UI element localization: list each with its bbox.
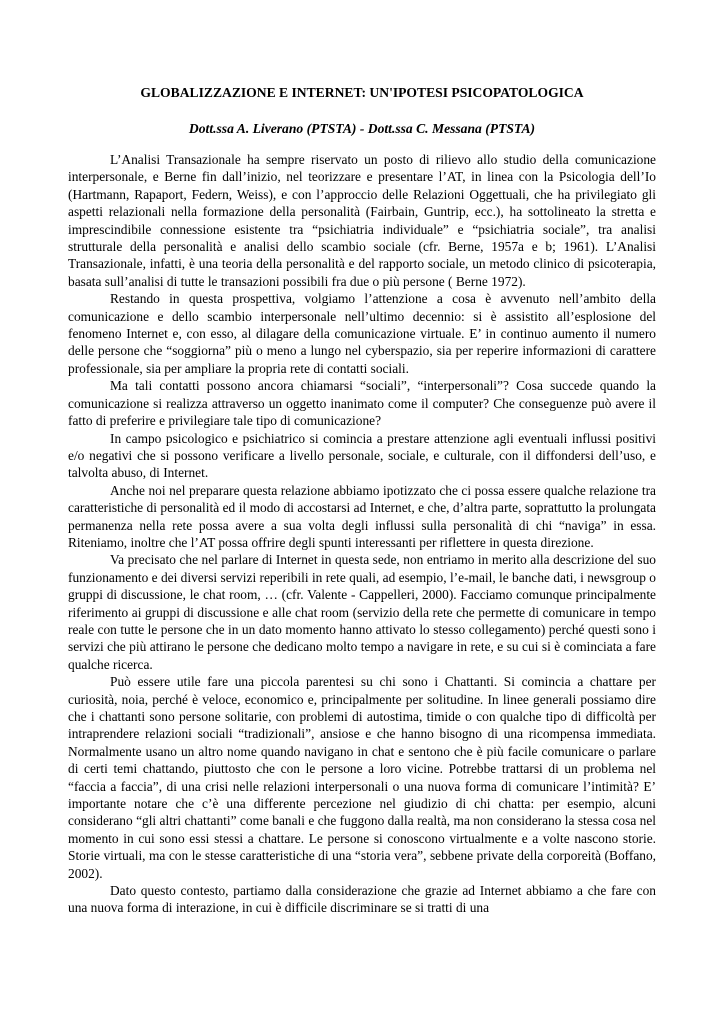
paragraph-8: Dato questo contesto, partiamo dalla considerazione che grazie ad Internet abbiamo a che fare con una nuova forma di interazione, in cui è difficile discriminare se si tratti di una	[68, 883, 656, 916]
document-title: GLOBALIZZAZIONE E INTERNET: UN'IPOTESI PSICOPATOLOGICA	[140, 85, 584, 100]
paragraph-3: Ma tali contatti possono ancora chiamarsi “sociali”, “interpersonali”? Cosa succede quando la comunicazione si realizza attraverso un oggetto inanimato come il computer? Che conseguenze può avere il fatto di preferire e privilegiare tale tipo di comunicazione?	[68, 378, 656, 429]
paragraph-5: Anche noi nel preparare questa relazione abbiamo ipotizzato che ci possa essere qualche relazione tra caratteristiche di personalità ed il modo di accostarsi ad Internet, e che, d’altra parte, soprattutto la prolungata permanenza nella rete possa avere a sua volta degli influssi sulla personalità di chi “naviga” in essa. Riteniamo, inoltre che l’AT possa offrire degli spunti interessanti per riflettere in questa direzione.	[68, 482, 656, 550]
paragraph-7: Può essere utile fare una piccola parentesi su chi sono i Chattanti. Si comincia a chattare per curiosità, noia, perché è veloce, economico e, principalmente per solitudine. In linee generali possiamo dire che i chattanti sono persone solitarie, con problemi di autostima, timide o con qualche tipo di difficoltà per intraprendere relazioni sociali “tradizionali”, ansiose e che hanno bisogno di una ricompensa immediata. Normalmente usano un altro nome quando navigano in chat e sentono che è più facile comunicare o parlare di certi temi chattando, piuttosto che con le persone a loro vicine. Potrebbe trattarsi di un problema nel “faccia a faccia”, di una crisi nelle relazioni interpersonali o una nuova forma di comunicare l’intimità? E’ importante notare che c’è una differente percezione nel giudizio di chi chatta: per esempio, alcuni considerano “gli altri chattanti” come banali e che fuggono dalla realtà, ma non considerano la stessa cosa nel momento in cui sono essi stessi a chattare. Le persone si conoscono virtualmente e a volte nascono storie. Storie virtuali, ma con le stesse caratteristiche di una “storia vera”, sebbene private della corporeità (Boffano, 2002).	[68, 674, 656, 881]
paragraph-2: Restando in questa prospettiva, volgiamo l’attenzione a cosa è avvenuto nell’ambito della comunicazione e dello scambio interpersonale nell’ultimo decennio: si è assistito all’esplosione del fenomeno Internet e, con esso, al dilagare della comunicazione virtuale. E’ in continuo aumento il numero delle persone che “soggiorna” più o meno a lungo nel cyberspazio, sia per reperire informazioni di carattere professionale, sia per ampliare la propria rete di contatti sociali.	[68, 291, 656, 376]
document-page	[68, 84, 656, 917]
paragraph-4: In campo psicologico e psichiatrico si comincia a prestare attenzione agli eventuali influssi positivi e/o negativi che si possono verificare a livello personale, sociale, e culturale, con il diffondersi dell’uso, e talvolta abuso, di Internet.	[68, 430, 656, 481]
document-authors: Dott.ssa A. Liverano (PTSTA) - Dott.ssa C. Messana (PTSTA)	[188, 121, 536, 136]
paragraph-6: Va precisato che nel parlare di Internet in questa sede, non entriamo in merito alla descrizione del suo funzionamento e dei diversi servizi reperibili in rete quali, ad esempio, l’e-mail, le banche dati, i newsgroup o gruppi di discussione, le chat room, … (cfr. Valente - Cappelleri, 2000). Facciamo comunque principalmente riferimento ai gruppi di discussione e alle chat room (servizio della rete che permette di comunicare in tempo reale con tutte le persone che in un dato momento hanno attivato lo stesso collegamento) perché questi sono i servizi che più attirano le persone che dedicano molto tempo a navigare in rete, e su cui si è cominciata a fare qualche ricerca.	[68, 552, 656, 672]
paragraph-1: L’Analisi Transazionale ha sempre riservato un posto di rilievo allo studio della comunicazione interpersonale, e Berne fin dall’inizio, nel teorizzare e presentare l’AT, in linea con la Psicologia dell’Io (Hartmann, Rapaport, Federn, Weiss), e con l’approccio delle Relazioni Oggettuali, che ha privilegiato gli aspetti relazionali nella formazione della personalità (Fairbain, Guntrip, ecc.), ha sottolineato la stretta e imprescindibile connessione esistente tra “psichiatria individuale” e “psichiatria sociale”, tra analisi strutturale della personalità e analisi dello scambio sociale (cfr. Berne, 1957a e b; 1961). L’Analisi Transazionale, infatti, è una teoria della personalità e del rapporto sociale, un metodo clinico di psicoterapia, basata sull’analisi di tutte le transazioni possibili fra due o più persone ( Berne 1972).	[68, 152, 656, 289]
